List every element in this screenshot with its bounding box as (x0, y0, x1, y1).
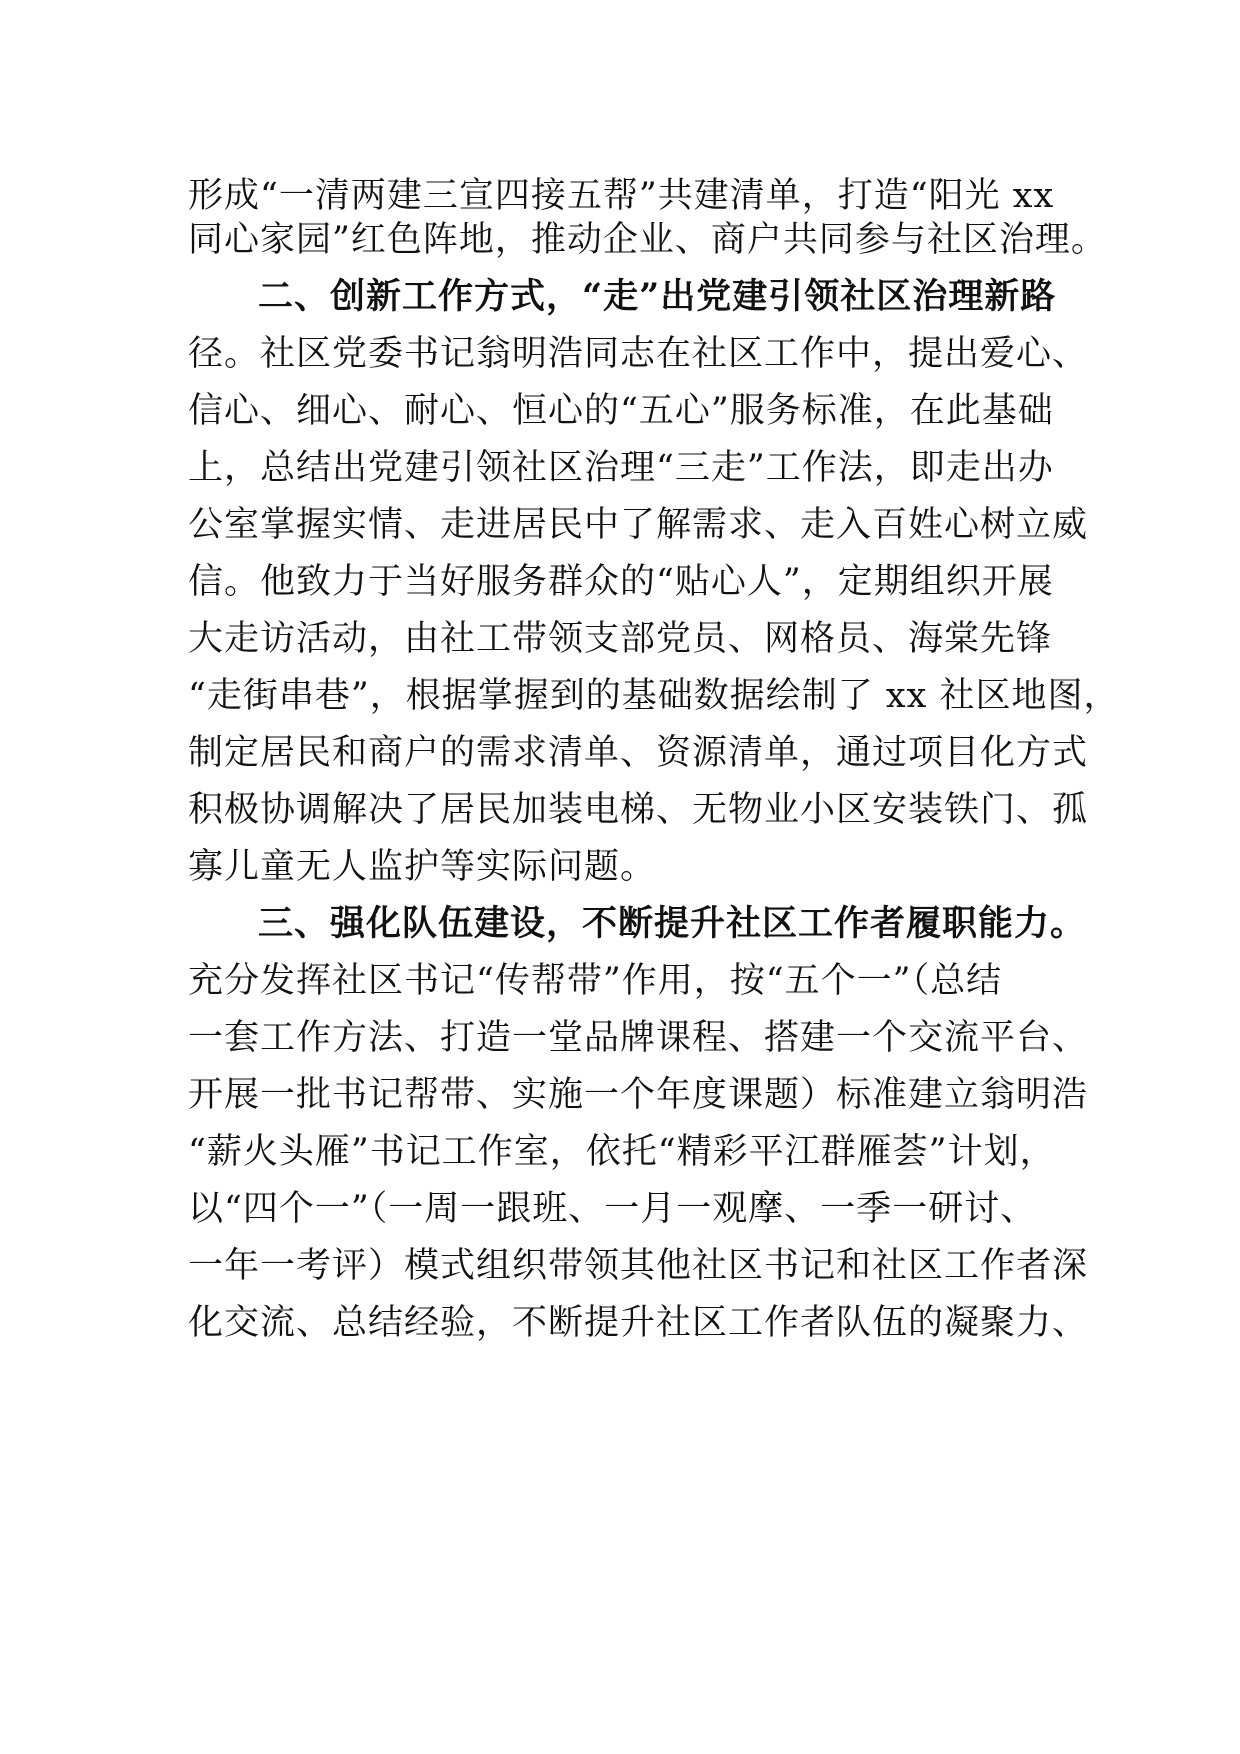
text-line-20: 一年一考评）模式组织带领其他社区书记和社区工作者深 (188, 1246, 1089, 1286)
text-line-13: 寡儿童无人监护等实际问题。 (188, 847, 657, 887)
text-line-4: 径。社区党委书记翁明浩同志在社区工作中，提出爱心、 (188, 334, 1089, 374)
text-line-16: 一套工作方法、打造一堂品牌课程、搭建一个交流平台、 (188, 1018, 1089, 1058)
text-line-7: 公室掌握实情、走进居民中了解需求、走入百姓心树立威 (188, 505, 1089, 545)
text-line-9: 大走访活动，由社工带领支部党员、网格员、海棠先锋 (188, 619, 1053, 659)
text-line-12: 积极协调解决了居民加装电梯、无物业小区安装铁门、孤 (188, 790, 1089, 830)
text-line-5: 信心、细心、耐心、恒心的“五心”服务标准，在此基础 (188, 391, 1054, 431)
text-line-2: 同心家园”红色阵地，推动企业、商户共同参与社区治理。 (188, 220, 1107, 260)
text-line-1: 形成“一清两建三宣四接五帮”共建清单，打造“阳光 xx (188, 176, 1055, 216)
text-line-11: 制定居民和商户的需求清单、资源清单，通过项目化方式 (188, 733, 1089, 773)
text-line-6: 上，总结出党建引领社区治理“三走”工作法，即走出办 (188, 448, 1054, 488)
text-line-21: 化交流、总结经验，不断提升社区工作者队伍的凝聚力、 (188, 1303, 1089, 1343)
text-line-8: 信。他致力于当好服务群众的“贴心人”，定期组织开展 (188, 562, 1054, 602)
text-line-15: 充分发挥社区书记“传帮带”作用，按“五个一”（总结 (188, 961, 1003, 1001)
text-line-17: 开展一批书记帮带、实施一个年度课题）标准建立翁明浩 (188, 1075, 1089, 1115)
text-line-10: “走街串巷”，根据掌握到的基础数据绘制了 xx 社区地图， (188, 676, 1120, 716)
section-heading-2: 二、创新工作方式，“走”出党建引领社区治理新路 (258, 276, 1057, 317)
text-line-18: “薪火头雁”书记工作室，依托“精彩平江群雁荟”计划， (188, 1132, 1056, 1172)
section-heading-3: 三、强化队伍建设，不断提升社区工作者履职能力。 (258, 903, 1087, 944)
text-line-19: 以“四个一”（一周一跟班、一月一观摩、一季一研讨、 (188, 1189, 1037, 1229)
